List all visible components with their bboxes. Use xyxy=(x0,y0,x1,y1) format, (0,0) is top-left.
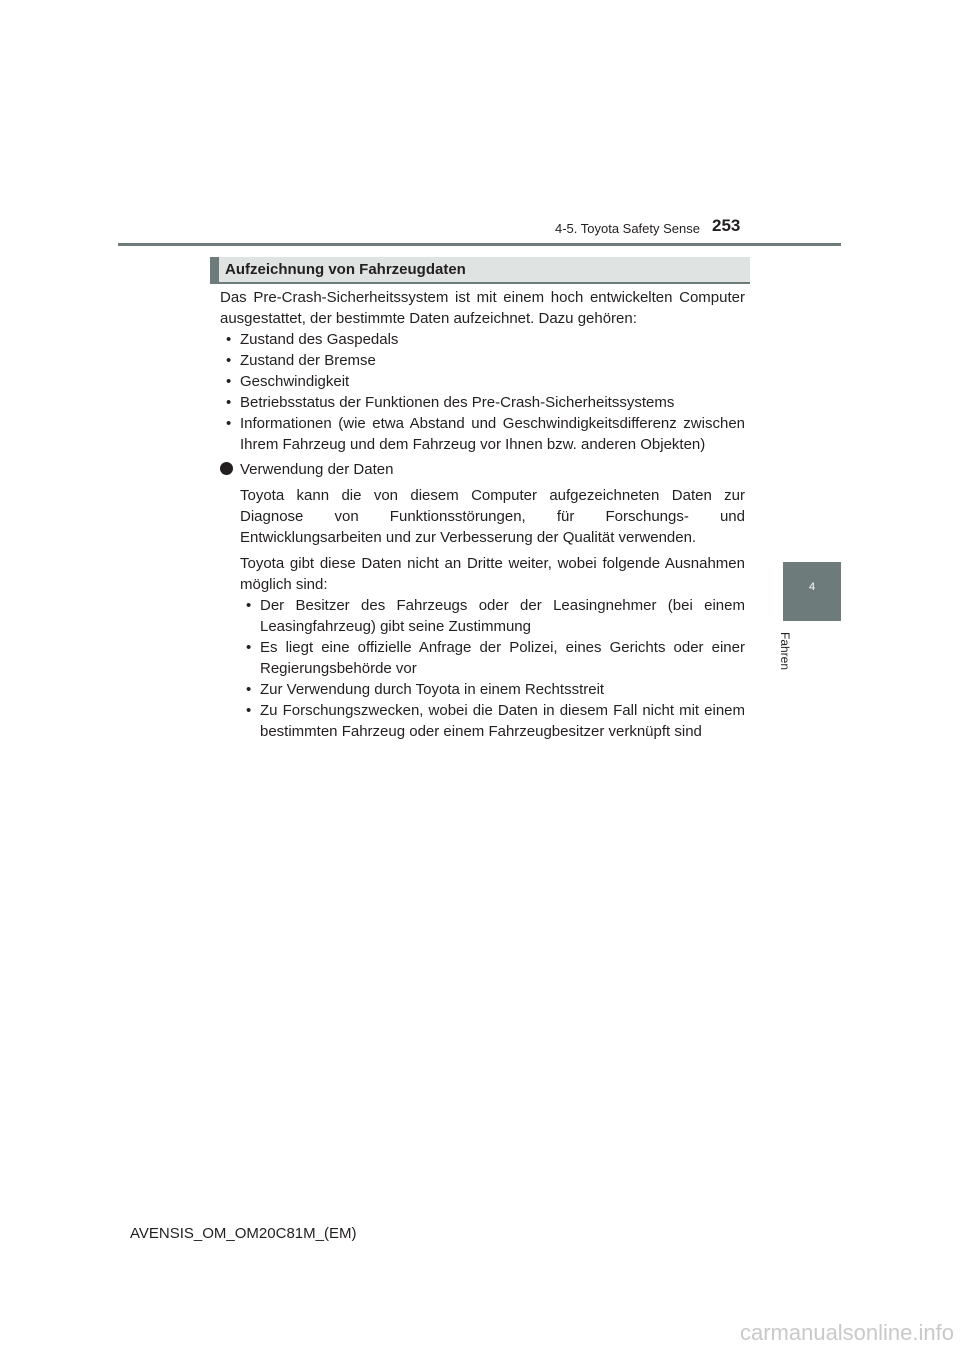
list-item-text: Geschwindigkeit xyxy=(240,373,350,390)
list-item-text: Zustand der Bremse xyxy=(240,352,376,369)
exception-item: • Es liegt eine offizielle Anfrage der Polizei, eines Gerichts oder einer Regierungsbehörde vor xyxy=(246,639,745,677)
subsection-heading-text: Verwendung der Daten xyxy=(240,461,394,478)
chapter-number: 4 xyxy=(808,581,816,593)
exception-item-text: Zu Forschungszwecken, wobei die Daten in diesem Fall nicht mit einem bestimmten Fahrzeug oder einem Fahrzeugbesitzer verknüpft sind xyxy=(260,702,745,740)
list-item: • Betriebsstatus der Funktionen des Pre-Crash-Sicherheitssystems xyxy=(226,394,675,411)
list-item-text: Betriebsstatus der Funktionen des Pre-Crash-Sicherheitssystems xyxy=(240,394,675,411)
list-item: • Zustand der Bremse xyxy=(226,352,376,369)
intro-line-1: Das Pre-Crash-Sicherheitssystem ist mit einem hoch entwickelten Computer xyxy=(220,289,745,306)
list-item: • Geschwindigkeit xyxy=(226,373,350,390)
filled-circle-icon xyxy=(220,462,233,475)
exception-item: • Der Besitzer des Fahrzeugs oder der Leasingnehmer (bei einem Leasingfahrzeug) gibt seine Zustimmung xyxy=(246,597,745,635)
header-section-title: 4-5. Toyota Safety Sense xyxy=(554,221,700,236)
watermark: carmanualsonline.info xyxy=(739,1320,954,1345)
exception-item-text: Zur Verwendung durch Toyota in einem Rechtsstreit xyxy=(260,681,605,698)
chapter-tab xyxy=(783,562,841,621)
disclosure-intro: Toyota gibt diese Daten nicht an Dritte weiter, wobei folgende Ausnahmen möglich sind: xyxy=(240,555,745,593)
header-rule xyxy=(118,243,841,246)
intro-line-2: ausgestattet, der bestimmte Daten aufzeichnet. Dazu gehören: xyxy=(220,310,637,327)
exception-item-text: Der Besitzer des Fahrzeugs oder der Leasingnehmer (bei einem Leasingfahrzeug) gibt seine Zustimmung xyxy=(260,597,745,635)
subsection-heading xyxy=(220,459,745,480)
list-item: • Zustand des Gaspedals xyxy=(226,331,399,348)
usage-paragraph: Toyota kann die von diesem Computer aufgezeichneten Daten zur Diagnose von Funktionsstörungen, für Forschungs- und Entwicklungsarbeiten und zur Verbesserung der Qualität verwenden. xyxy=(240,487,745,546)
section-heading xyxy=(210,257,750,284)
chapter-label-text: Fahren xyxy=(778,632,792,671)
main-content xyxy=(220,287,745,742)
exception-item: • Zur Verwendung durch Toyota in einem Rechtsstreit xyxy=(246,681,605,698)
list-item-text: Zustand des Gaspedals xyxy=(240,331,399,348)
exception-item: • Zu Forschungszwecken, wobei die Daten in diesem Fall nicht mit einem bestimmten Fahrzeug oder einem Fahrzeugbesitzer verknüpft sind xyxy=(246,702,745,740)
list-item: • Informationen (wie etwa Abstand und Geschwindigkeitsdifferenz zwischen Ihrem Fahrzeug und dem Fahrzeug vor Ihnen bzw. anderen Objekten) xyxy=(226,415,745,453)
exception-item-text: Es liegt eine offizielle Anfrage der Polizei, eines Gerichts oder einer Regierungsbehörde vor xyxy=(260,639,745,677)
page-number: 253 xyxy=(712,216,741,235)
chapter-label xyxy=(778,632,802,702)
list-item-text: Informationen (wie etwa Abstand und Geschwindigkeitsdifferenz zwischen Ihrem Fahrzeug und dem Fahrzeug vor Ihnen bzw. anderen Objekten) xyxy=(240,415,745,453)
document-code: AVENSIS_OM_OM20C81M_(EM) xyxy=(130,1225,357,1242)
section-heading-text: Aufzeichnung von Fahrzeugdaten xyxy=(225,261,466,278)
